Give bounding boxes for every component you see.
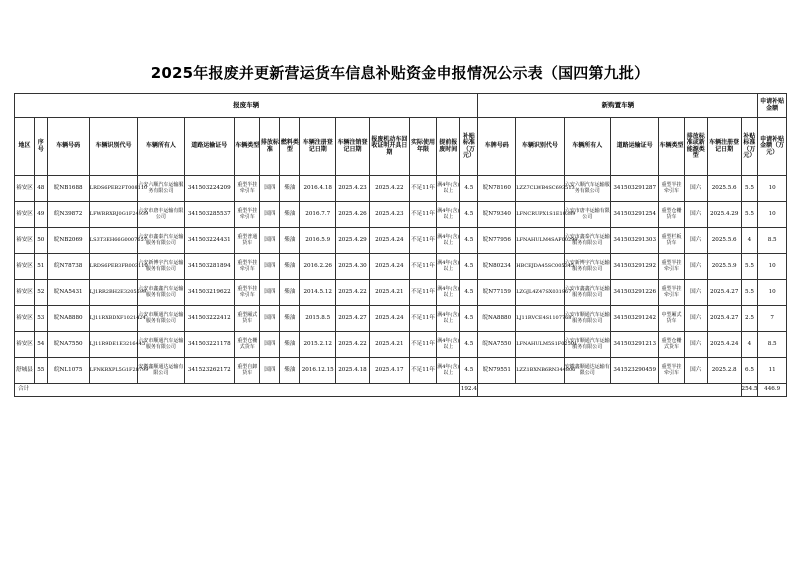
table-cell: 满4年(含)以上: [437, 280, 460, 306]
table-cell: 341503291242: [610, 306, 658, 332]
col-reg-date: 车辆注册登记日期: [300, 118, 336, 176]
table-row: [15, 202, 787, 228]
table-cell: 6.5: [741, 358, 758, 384]
table-cell: 国六: [684, 202, 707, 228]
table-cell: 7: [758, 306, 787, 332]
table-cell: 2025.4.18: [336, 358, 370, 384]
table-cell: 341503224431: [184, 228, 235, 254]
col-dereg-date: 车辆注销登记日期: [336, 118, 370, 176]
table-cell: 重型半挂牵引车: [659, 176, 684, 202]
table-cell: 10: [758, 280, 787, 306]
table-cell: 341523262172: [184, 358, 235, 384]
table-cell: LFNKRXPL5G1F28799: [89, 358, 137, 384]
table-cell: 2015.2.12: [300, 332, 336, 358]
table-cell: LFNAHULM4SAF00299: [516, 228, 564, 254]
table-cell: 2.5: [741, 306, 758, 332]
col-new-emission: 排放标准或新能源类型: [684, 118, 707, 176]
table-cell: 2025.4.26: [336, 202, 370, 228]
table-cell: 2025.4.22: [369, 176, 409, 202]
table-cell: 2025.4.29: [707, 202, 741, 228]
col-fuel: 燃料类型: [280, 118, 300, 176]
total-subsidy: 192.4: [460, 384, 478, 397]
table-cell: 10: [758, 202, 787, 228]
table-cell: 六安市顺通汽车运输服务有限公司: [138, 306, 184, 332]
table-cell: 2025.4.29: [336, 228, 370, 254]
table-cell: 国六: [684, 176, 707, 202]
table-cell: 不足11年: [409, 176, 436, 202]
table-cell: 不足11年: [409, 306, 436, 332]
table-cell: LJ11RXBDXF1021424: [89, 306, 137, 332]
table-cell: 重型半挂牵引车: [659, 280, 684, 306]
table-cell: 皖N78738: [47, 254, 89, 280]
table-cell: 国四: [260, 332, 280, 358]
col-recycle-date: 报废机动车回收证明开具日期: [369, 118, 409, 176]
table-cell: 2025.4.22: [336, 280, 370, 306]
table-cell: 341503291226: [610, 280, 658, 306]
table-cell: 341503221178: [184, 332, 235, 358]
table-cell: 国四: [260, 202, 280, 228]
table-cell: 2025.4.21: [369, 332, 409, 358]
table-cell: 皖NA7550: [478, 332, 516, 358]
table-cell: 2025.4.22: [336, 332, 370, 358]
table-cell: 皖N80234: [478, 254, 516, 280]
table-cell: 安徽鑫顺通达运输有限公司: [138, 358, 184, 384]
table-cell: 341503222412: [184, 306, 235, 332]
col-area: 地区: [15, 118, 35, 176]
col-vin: 车辆识别代号: [89, 118, 137, 176]
table-cell: 裕安区: [15, 228, 35, 254]
table-cell: 重型仓栅式货车: [659, 332, 684, 358]
table-row: [15, 306, 787, 332]
table-cell: 国四: [260, 280, 280, 306]
table-cell: 六安六顺汽车运输服务有限公司: [564, 176, 610, 202]
table-cell: LJ11R9DE1E3216445: [89, 332, 137, 358]
apply-amount-group-header: 申请补贴金额: [758, 94, 787, 118]
table-cell: 重型半挂牵引车: [659, 254, 684, 280]
table-cell: 341503285537: [184, 202, 235, 228]
table-cell: 4.5: [460, 176, 478, 202]
table-cell: 六安市顺通汽车运输服务有限公司: [138, 332, 184, 358]
table-cell: 2015.8.5: [300, 306, 336, 332]
table-cell: 341523290459: [610, 358, 658, 384]
table-cell: 柴油: [280, 254, 300, 280]
table-cell: 4.5: [460, 306, 478, 332]
table-cell: LZZ1BXNB6RN344806: [516, 358, 564, 384]
col-new-reg-date: 车辆注册登记日期: [707, 118, 741, 176]
table-cell: 裕安区: [15, 254, 35, 280]
table-cell: 2025.4.27: [707, 306, 741, 332]
table-cell: 10: [758, 254, 787, 280]
table-cell: 重型栏板货车: [659, 228, 684, 254]
table-cell: 2025.4.27: [707, 280, 741, 306]
table-cell: 341503291213: [610, 332, 658, 358]
table-cell: 341503291287: [610, 176, 658, 202]
table-cell: LJ1RR2BH2E3205599: [89, 280, 137, 306]
table-cell: 重型仓栅货车: [659, 202, 684, 228]
table-cell: LRDS6PEB3FR003110: [89, 254, 137, 280]
col-permit: 道路运输证号: [184, 118, 235, 176]
table-cell: 2025.5.6: [707, 176, 741, 202]
table-cell: 重型半挂牵引车: [235, 280, 260, 306]
col-seq: 序号: [35, 118, 48, 176]
table-cell: 不足11年: [409, 358, 436, 384]
col-apply-amount: 申请补贴金额（万元）: [758, 118, 787, 176]
table-cell: 8.5: [758, 332, 787, 358]
table-cell: 满4年(含)以上: [437, 332, 460, 358]
table-cell: 柴油: [280, 280, 300, 306]
table-cell: 2025.5.9: [707, 254, 741, 280]
table-cell: 舒城县: [15, 358, 35, 384]
table-cell: 中型厢式货车: [659, 306, 684, 332]
table-cell: 2025.4.24: [707, 332, 741, 358]
table-cell: LJ11RVCE4S1107768: [516, 306, 564, 332]
table-cell: 2025.4.23: [369, 202, 409, 228]
table-cell: 皖N78160: [478, 176, 516, 202]
table-row: [15, 228, 787, 254]
table-cell: 4.5: [460, 280, 478, 306]
table-cell: 国四: [260, 306, 280, 332]
table-cell: 2016.12.15: [300, 358, 336, 384]
table-cell: 六安市顺通汽车运输服务有限公司: [564, 332, 610, 358]
table-cell: 柴油: [280, 306, 300, 332]
total-new-subsidy: 254.5: [741, 384, 758, 397]
total-row: [15, 384, 787, 397]
table-cell: 4.5: [460, 358, 478, 384]
table-cell: 重型半挂牵引车: [235, 254, 260, 280]
table-cell: 皖N39872: [47, 202, 89, 228]
table-cell: 国四: [260, 358, 280, 384]
table-cell: 皖N79340: [478, 202, 516, 228]
table-cell: 2016.4.18: [300, 176, 336, 202]
table-cell: 5.5: [741, 176, 758, 202]
col-owner: 车辆所有人: [138, 118, 184, 176]
table-row: [15, 332, 787, 358]
table-cell: LFNAHULM5S1F02501: [516, 332, 564, 358]
table-cell: 2016.7.7: [300, 202, 336, 228]
table-cell: 341503219622: [184, 280, 235, 306]
table-cell: 重型普通货车: [235, 228, 260, 254]
table-cell: LS3T3EH66G0007657: [89, 228, 137, 254]
col-used-years: 实际使用年限: [409, 118, 436, 176]
table-cell: HBCEJDA45SC005345: [516, 254, 564, 280]
table-cell: 国四: [260, 176, 280, 202]
col-new-type: 车辆类型: [659, 118, 684, 176]
table-cell: 4: [741, 332, 758, 358]
col-emission: 排放标准: [260, 118, 280, 176]
table-cell: 2016.5.9: [300, 228, 336, 254]
table-cell: 重型仓栅式货车: [235, 332, 260, 358]
table-cell: 六安六顺汽车运输服务有限公司: [138, 176, 184, 202]
table-cell: 满4年(含)以上: [437, 176, 460, 202]
table-cell: 2025.4.24: [369, 254, 409, 280]
table-cell: 国六: [684, 228, 707, 254]
table-cell: 皖N77956: [478, 228, 516, 254]
table-cell: 5.5: [741, 280, 758, 306]
subsidy-table: [14, 93, 787, 397]
total-spacer: [478, 384, 741, 397]
table-cell: 不足11年: [409, 280, 436, 306]
table-cell: 重型自卸货车: [235, 358, 260, 384]
table-cell: 国六: [684, 280, 707, 306]
table-cell: 国六: [684, 358, 707, 384]
table-cell: 皖NB1688: [47, 176, 89, 202]
table-row: [15, 176, 787, 202]
table-cell: 2016.2.26: [300, 254, 336, 280]
table-cell: 柴油: [280, 202, 300, 228]
table-cell: 2025.2.8: [707, 358, 741, 384]
table-cell: 六安市唐丰运输有限公司: [138, 202, 184, 228]
table-cell: 皖N79551: [478, 358, 516, 384]
table-cell: 皖NA5431: [47, 280, 89, 306]
table-cell: 柴油: [280, 332, 300, 358]
table-cell: 2025.4.24: [369, 306, 409, 332]
table-cell: 裕安区: [15, 202, 35, 228]
table-cell: 国六: [684, 306, 707, 332]
table-cell: 52: [35, 280, 48, 306]
table-cell: 国四: [260, 254, 280, 280]
table-cell: 六安市鑫鑫汽车运输服务有限公司: [564, 280, 610, 306]
table-cell: 49: [35, 202, 48, 228]
table-cell: 裕安区: [15, 280, 35, 306]
table-cell: 10: [758, 176, 787, 202]
table-cell: 5.5: [741, 254, 758, 280]
table-cell: 国六: [684, 332, 707, 358]
table-row: [15, 254, 787, 280]
col-new-owner: 车辆所有人: [564, 118, 610, 176]
table-cell: 341503224209: [184, 176, 235, 202]
table-cell: 重型厢式货车: [235, 306, 260, 332]
table-cell: 50: [35, 228, 48, 254]
table-cell: 341503281894: [184, 254, 235, 280]
table-cell: 满4年(含)以上: [437, 254, 460, 280]
page-title: 2025年报废并更新营运货车信息补贴资金申报情况公示表（国四第九批）: [150, 64, 650, 82]
table-row: [15, 280, 787, 306]
table-cell: 满4年(含)以上: [437, 202, 460, 228]
table-cell: 安徽鑫顺通达运输有限公司: [564, 358, 610, 384]
table-cell: 2025.4.23: [336, 176, 370, 202]
table-cell: 2025.4.24: [369, 228, 409, 254]
table-cell: 11: [758, 358, 787, 384]
table-cell: 不足11年: [409, 202, 436, 228]
table-cell: 裕安区: [15, 332, 35, 358]
table-cell: 不足11年: [409, 332, 436, 358]
table-cell: 2025.4.17: [369, 358, 409, 384]
table-cell: 2025.4.30: [336, 254, 370, 280]
table-cell: 48: [35, 176, 48, 202]
table-cell: 341503291254: [610, 202, 658, 228]
table-cell: 柴油: [280, 176, 300, 202]
table-cell: LZZ7CLWB4SC693513: [516, 176, 564, 202]
table-cell: 皖NA8880: [478, 306, 516, 332]
table-row: [15, 358, 787, 384]
table-cell: 六安市鑫泰汽车运输服务有限公司: [138, 228, 184, 254]
column-header-row: [15, 118, 787, 176]
table-cell: 4.5: [460, 254, 478, 280]
col-plate: 车辆号码: [47, 118, 89, 176]
col-new-permit: 道路运输证号: [610, 118, 658, 176]
table-cell: 满4年(含)以上: [437, 306, 460, 332]
table-cell: 皖NA7550: [47, 332, 89, 358]
table-cell: 4.5: [460, 202, 478, 228]
col-new-vin: 车辆识别代号: [516, 118, 564, 176]
table-cell: 55: [35, 358, 48, 384]
table-cell: 国六: [684, 254, 707, 280]
table-cell: 重型半挂牵引车: [235, 202, 260, 228]
table-cell: 满4年(含)以上: [437, 228, 460, 254]
table-cell: 5.5: [741, 202, 758, 228]
table-cell: 4.5: [460, 332, 478, 358]
table-cell: 满4年(含)以上: [437, 358, 460, 384]
new-vehicle-header: 新购置车辆: [478, 94, 758, 118]
table-cell: 柴油: [280, 358, 300, 384]
table-cell: 4.5: [460, 228, 478, 254]
table-cell: 六安新博宇汽车运输服务有限公司: [138, 254, 184, 280]
table-cell: LFNCRUPX1S1E10389: [516, 202, 564, 228]
table-cell: 皖NB2069: [47, 228, 89, 254]
scrap-vehicle-header: 报废车辆: [15, 94, 478, 118]
table-cell: 柴油: [280, 228, 300, 254]
table-cell: 341503291292: [610, 254, 658, 280]
table-cell: 4: [741, 228, 758, 254]
table-cell: 皖NL1075: [47, 358, 89, 384]
table-cell: 六安市鑫鑫汽车运输服务有限公司: [138, 280, 184, 306]
col-type: 车辆类型: [235, 118, 260, 176]
table-cell: 341503291303: [610, 228, 658, 254]
table-cell: 裕安区: [15, 306, 35, 332]
total-apply: 446.9: [758, 384, 787, 397]
table-cell: LZGJL4Z47SX031967: [516, 280, 564, 306]
table-cell: 51: [35, 254, 48, 280]
table-cell: 2014.5.12: [300, 280, 336, 306]
col-new-subsidy: 补贴标准（万元）: [741, 118, 758, 176]
table-cell: 国四: [260, 228, 280, 254]
col-subsidy: 补贴标准（万元）: [460, 118, 478, 176]
table-cell: 2025.4.21: [369, 280, 409, 306]
table-cell: 皖N77159: [478, 280, 516, 306]
table-cell: 重型半挂牵引车: [659, 358, 684, 384]
table-cell: 六安市顺通汽车运输服务有限公司: [564, 306, 610, 332]
table-cell: 54: [35, 332, 48, 358]
col-new-plate: 车牌号码: [478, 118, 516, 176]
table-cell: 皖NA8880: [47, 306, 89, 332]
table-cell: 六安新博宇汽车运输服务有限公司: [564, 254, 610, 280]
table-cell: 裕安区: [15, 176, 35, 202]
table-cell: 重型半挂牵引车: [235, 176, 260, 202]
table-cell: 8.5: [758, 228, 787, 254]
table-cell: LFWRRXRJ0G1F24939: [89, 202, 137, 228]
total-label: 合计: [15, 384, 460, 397]
table-cell: 六安市唐丰运输有限公司: [564, 202, 610, 228]
table-cell: 2025.4.27: [336, 306, 370, 332]
table-cell: LRDS6PEB2FT008110: [89, 176, 137, 202]
table-cell: 六安市鑫泰汽车运输服务有限公司: [564, 228, 610, 254]
col-early-time: 提前报废时间: [437, 118, 460, 176]
table-cell: 2025.5.6: [707, 228, 741, 254]
table-cell: 不足11年: [409, 254, 436, 280]
table-cell: 不足11年: [409, 228, 436, 254]
table-cell: 53: [35, 306, 48, 332]
